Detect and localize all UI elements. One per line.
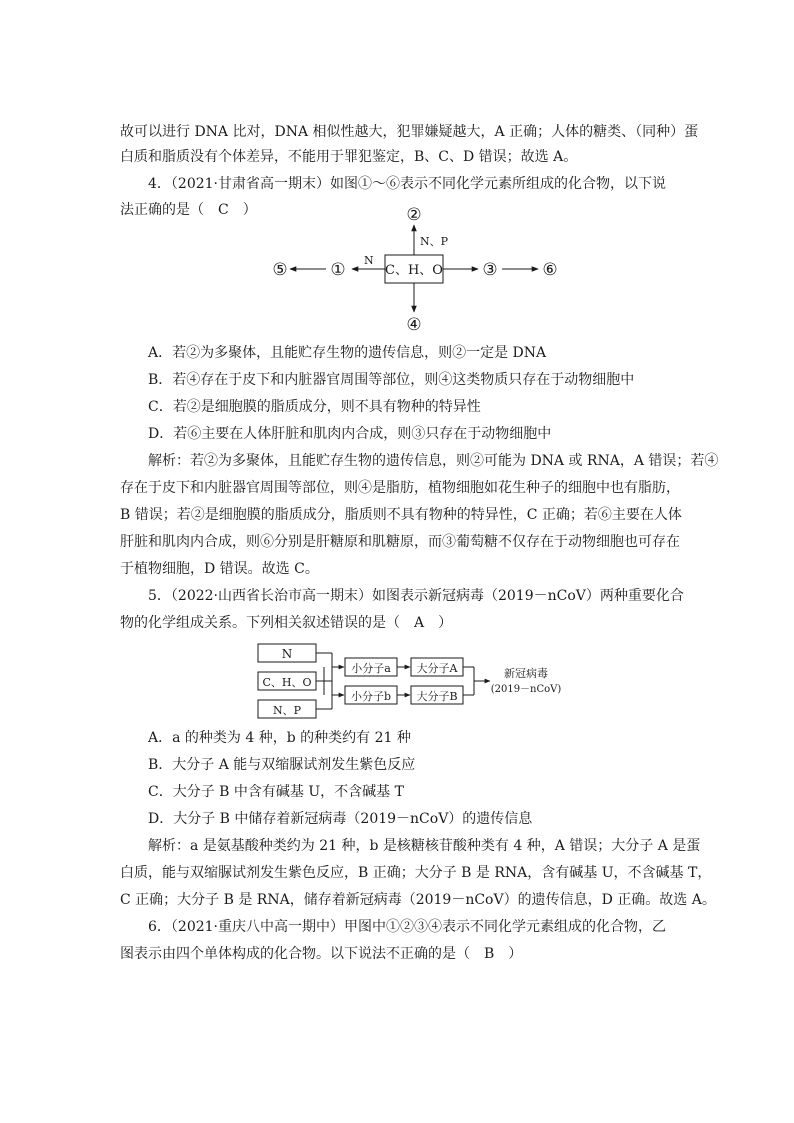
question-6-stem: 图表示由四个单体构成的化合物。以下说法不正确的是（ B ）	[120, 946, 523, 962]
question-6-stem: 6．（2021·重庆八中高一期中）甲图中①②③④表示不同化学元素组成的化合物，乙	[148, 919, 666, 935]
analysis-line: 白质，能与双缩脲试剂发生紫色反应，B 正确；大分子 B 是 RNA，含有碱基 U，不含碱基 T，	[120, 865, 712, 881]
question-4-stem: 法正确的是（ C ）	[120, 202, 257, 218]
option-a: A．a 的种类为 4 种，b 的种类约有 21 种	[148, 730, 411, 746]
virus-label: 新冠病毒	[504, 667, 548, 680]
analysis-line: 于植物细胞，D 错误。故选 C。	[120, 561, 319, 577]
node-2: ②	[406, 205, 422, 225]
question-4-stem: 4．（2021·甘肃省高一期末）如图①～⑥表示不同化学元素所组成的化合物，以下说	[148, 176, 666, 192]
question-5-stem: 5．（2022·山西省长治市高一期末）如图表示新冠病毒（2019－nCoV）两种重要化合	[148, 588, 684, 604]
node-6: ⑥	[542, 260, 558, 280]
box-np-label: N、P	[272, 704, 302, 717]
option-c: C．若②是细胞膜的脂质成分，则不具有物种的特异性	[148, 399, 481, 415]
node-4: ④	[406, 315, 422, 335]
question-4-diagram	[260, 200, 570, 340]
question-5-stem: 物的化学组成关系。下列相关叙述错误的是（ A ）	[120, 615, 453, 631]
analysis-line: 解析：a 是氨基酸种类约为 21 种，b 是核糖核苷酸种类有 4 种，A 错误；大分子 A 是蛋	[148, 838, 701, 854]
node-1: ①	[330, 260, 346, 280]
paragraph-line: 故可以进行 DNA 比对，DNA 相似性越大，犯罪嫌疑越大，A 正确；人体的糖类、（同种）蛋	[120, 124, 699, 140]
question-5-diagram	[254, 641, 574, 721]
option-a: A．若②为多聚体，且能贮存生物的遗传信息，则②一定是 DNA	[148, 345, 547, 361]
option-b: B．若④存在于皮下和内脏器官周围等部位，则④这类物质只存在于动物细胞中	[148, 372, 635, 388]
small-a-label: 小分子a	[351, 662, 391, 675]
option-d: D．大分子 B 中储存着新冠病毒（2019－nCoV）的遗传信息	[148, 811, 533, 827]
option-d: D．若⑥主要在人体肝脏和肌肉内合成，则③只存在于动物细胞中	[148, 426, 552, 442]
node-5: ⑤	[272, 260, 288, 280]
analysis-line: 解析：若②为多聚体，且能贮存生物的遗传信息，则②可能为 DNA 或 RNA，A 错误；若④	[148, 453, 719, 469]
option-b: B．大分子 A 能与双缩脲试剂发生紫色反应	[148, 757, 416, 773]
paragraph-line: 白质和脂质没有个体差异，不能用于罪犯鉴定，B、C、D 错误；故选 A。	[120, 149, 578, 165]
analysis-line: B 错误；若②是细胞膜的脂质成分，脂质则不具有物种的特异性，C 正确；若⑥主要在人体	[120, 507, 682, 523]
n-label: N	[364, 254, 374, 267]
option-c: C．大分子 B 中含有碱基 U，不含碱基 T	[148, 784, 404, 800]
big-a-label: 大分子A	[416, 662, 458, 675]
node-3: ③	[482, 260, 498, 280]
small-b-label: 小分子b	[350, 690, 392, 703]
center-box-label: C、H、O	[385, 263, 443, 278]
analysis-line: C 正确；大分子 B 是 RNA，储存着新冠病毒（2019－nCoV）的遗传信息，D 正确。故选 A。	[120, 892, 716, 908]
analysis-line: 肝脏和肌肉内合成，则⑥分别是肝糖原和肌糖原，而③葡萄糖不仅存在于动物细胞也可存在	[120, 534, 680, 550]
box-cho-label: C、H、O	[262, 676, 312, 689]
box-n-label: N	[281, 647, 293, 661]
np-label: N、P	[420, 235, 449, 248]
analysis-line: 存在于皮下和内脏器官周围等部位，则④是脂肪，植物细胞如花生种子的细胞中也有脂肪，	[120, 480, 680, 496]
virus-label-2: (2019－nCoV)	[490, 684, 562, 695]
big-b-label: 大分子B	[416, 690, 458, 703]
